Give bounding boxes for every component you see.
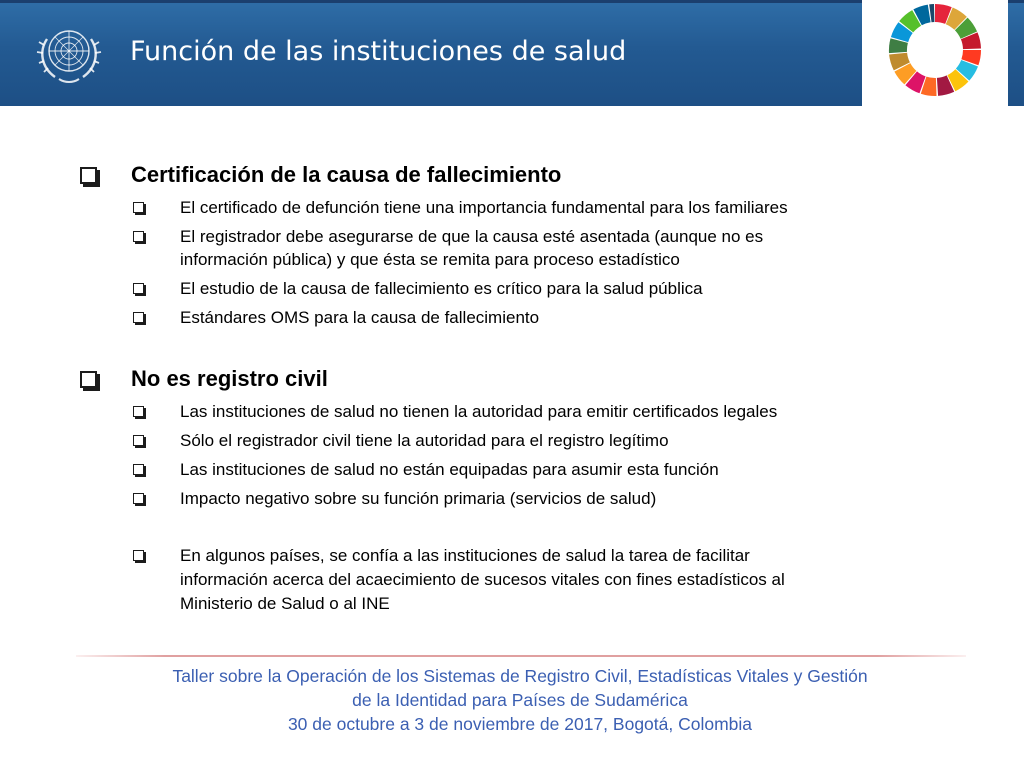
bullet-text: Impacto negativo sobre su función primaria (servicios de salud) — [180, 489, 657, 508]
bullet-text: información pública) y que ésta se remita para proceso estadístico — [180, 250, 680, 269]
checkbox-bullet-icon — [133, 231, 144, 242]
bullet-text: Ministerio de Salud o al INE — [180, 594, 390, 613]
footer-line: Taller sobre la Operación de los Sistemas de Registro Civil, Estadísticas Vitales y Gestión — [172, 666, 868, 686]
checkbox-bullet-icon — [133, 406, 144, 417]
checkbox-bullet-icon — [133, 283, 144, 294]
page-title: Función de las instituciones de salud — [130, 36, 627, 67]
bullet-text: El estudio de la causa de fallecimiento es crítico para la salud pública — [180, 279, 703, 298]
checkbox-bullet-icon — [133, 202, 144, 213]
bullet-text: Las instituciones de salud no están equipadas para asumir esta función — [180, 460, 719, 479]
checkbox-bullet-icon — [133, 435, 144, 446]
checkbox-bullet-icon — [133, 550, 144, 561]
checkbox-bullet-icon — [133, 312, 144, 323]
section-heading: Certificación de la causa de fallecimiento — [131, 162, 562, 187]
footer — [0, 664, 1024, 736]
bullet-text: información acerca del acaecimiento de sucesos vitales con fines estadísticos al — [180, 570, 785, 589]
checkbox-bullet-icon — [133, 493, 144, 504]
footer-line: 30 de octubre a 3 de noviembre de 2017, Bogotá, Colombia — [287, 714, 753, 734]
bullet-text: El certificado de defunción tiene una importancia fundamental para los familiares — [180, 198, 788, 217]
checkbox-bullet-icon — [80, 167, 97, 184]
bullet-text: Sólo el registrador civil tiene la autoridad para el registro legítimo — [180, 431, 669, 450]
footer-line: de la Identidad para Países de Sudamérica — [352, 690, 688, 710]
bullet-text: En algunos países, se confía a las instituciones de salud la tarea de facilitar — [180, 546, 750, 565]
section-heading: No es registro civil — [131, 366, 328, 391]
bullet-text: Las instituciones de salud no tienen la autoridad para emitir certificados legales — [180, 402, 778, 421]
bullet-text: Estándares OMS para la causa de fallecimiento — [180, 308, 540, 327]
footer-divider — [76, 655, 966, 657]
checkbox-bullet-icon — [133, 464, 144, 475]
bullet-text: El registrador debe asegurarse de que la causa esté asentada (aunque no es — [180, 227, 764, 246]
checkbox-bullet-icon — [80, 371, 97, 388]
